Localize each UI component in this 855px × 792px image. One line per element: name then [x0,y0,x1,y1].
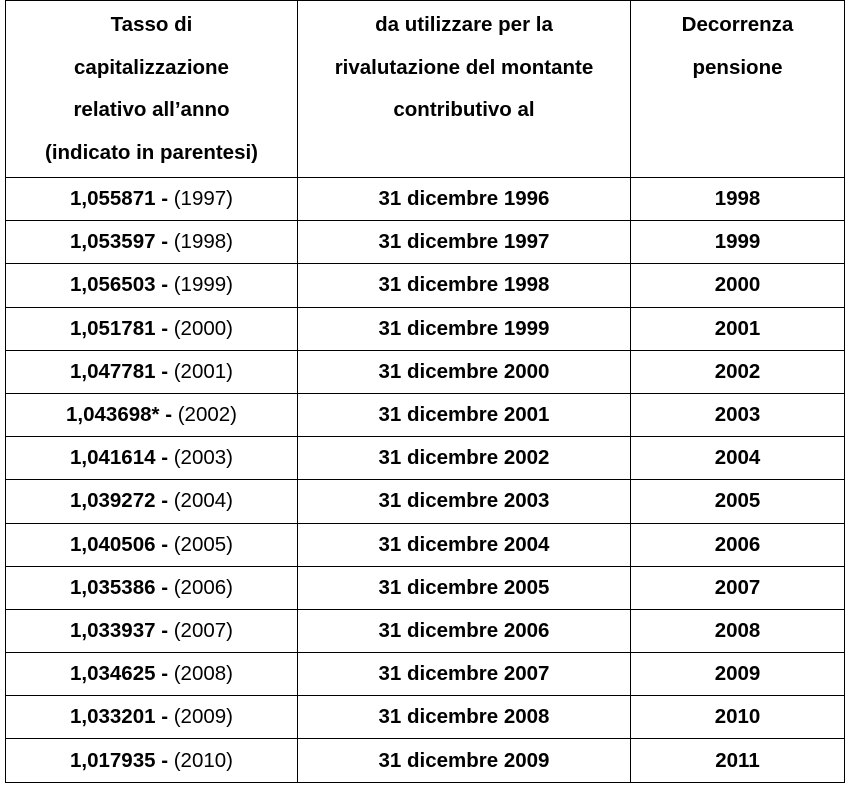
header-date-line: rivalutazione del montante [334,55,594,79]
header-rate-line: relativo all’anno [73,98,230,121]
rate-value: 1,043698* - [66,403,178,427]
table-row [6,523,845,566]
header-decorrenza-line: pensione [692,55,783,79]
decorrenza-cell: 2006 [631,523,845,566]
date-cell: 31 dicembre 2003 [298,480,631,523]
date-cell: 31 dicembre 1997 [298,221,631,264]
decorrenza-cell: 2002 [631,350,845,393]
rate-cell [6,307,298,350]
rate-year: (2008) [173,662,233,686]
rate-cell [6,264,298,307]
rate-cell [6,221,298,264]
rate-value: 1,051781 - [70,316,174,340]
table-row [6,696,845,739]
rate-value: 1,035386 - [70,575,174,599]
rate-year: (2000) [173,316,233,340]
table-row [6,350,845,393]
table-row [6,221,845,264]
rate-value: 1,033937 - [70,618,174,642]
table-row [6,178,845,221]
date-cell: 31 dicembre 2005 [298,566,631,609]
date-cell: 31 dicembre 2007 [298,653,631,696]
decorrenza-cell: 1999 [631,221,845,264]
header-rate-line: (indicato in parentesi) [45,140,258,164]
date-cell: 31 dicembre 2006 [298,609,631,652]
decorrenza-cell: 2005 [631,480,845,523]
rate-value: 1,040506 - [70,532,174,556]
table-body [6,178,845,783]
rate-cell [6,178,298,221]
decorrenza-cell: 2009 [631,653,845,696]
table-row [6,480,845,523]
table-row [6,566,845,609]
table-row [6,437,845,480]
decorrenza-cell: 2001 [631,307,845,350]
rate-value: 1,047781 - [70,359,174,383]
rate-cell [6,566,298,609]
rate-cell [6,739,298,782]
header-row [6,1,845,178]
rate-cell [6,609,298,652]
decorrenza-cell: 2003 [631,393,845,436]
table-row [6,653,845,696]
rate-value: 1,033201 - [70,705,174,729]
rate-value: 1,055871 - [70,187,174,211]
rate-year: (2005) [173,532,233,556]
date-cell: 31 dicembre 1996 [298,178,631,221]
rate-value: 1,039272 - [70,489,174,513]
decorrenza-cell: 2008 [631,609,845,652]
rate-year: (2002) [177,403,237,427]
header-date-line: da utilizzare per la [375,13,553,36]
header-decorrenza [631,1,845,178]
table-row [6,393,845,436]
rate-year: (1999) [173,273,233,297]
date-cell: 31 dicembre 2009 [298,739,631,782]
decorrenza-cell: 2004 [631,437,845,480]
rate-year: (2007) [173,618,233,642]
rate-year: (2009) [173,705,233,729]
decorrenza-cell: 2010 [631,696,845,739]
date-cell: 31 dicembre 1999 [298,307,631,350]
rate-value: 1,017935 - [70,748,174,772]
rate-year: (2004) [173,489,233,513]
rate-cell [6,437,298,480]
rate-year: (2010) [173,748,233,772]
capitalization-rate-table [5,0,845,783]
header-date-line: contributivo al [393,98,535,121]
rate-cell [6,696,298,739]
table-row [6,264,845,307]
rate-year: (2003) [173,446,233,470]
table-header [6,1,845,178]
header-rate-line: Tasso di [110,13,193,36]
rate-year: (1998) [173,230,233,254]
rate-cell [6,350,298,393]
rate-year: (2001) [173,359,233,383]
date-cell: 31 dicembre 2001 [298,393,631,436]
rate-value: 1,053597 - [70,230,174,254]
header-decorrenza-line: Decorrenza [681,13,794,36]
decorrenza-cell: 2011 [631,739,845,782]
date-cell: 31 dicembre 2000 [298,350,631,393]
rate-value: 1,056503 - [70,273,174,297]
decorrenza-cell: 1998 [631,178,845,221]
rate-year: (1997) [173,187,233,211]
rate-cell [6,523,298,566]
date-cell: 31 dicembre 2004 [298,523,631,566]
rate-cell [6,653,298,696]
header-date [298,1,631,178]
rate-year: (2006) [173,575,233,599]
date-cell: 31 dicembre 2008 [298,696,631,739]
decorrenza-cell: 2000 [631,264,845,307]
rate-value: 1,034625 - [70,662,174,686]
rate-cell [6,480,298,523]
table-row [6,307,845,350]
header-rate [6,1,298,178]
table-row [6,739,845,782]
decorrenza-cell: 2007 [631,566,845,609]
rate-cell [6,393,298,436]
date-cell: 31 dicembre 2002 [298,437,631,480]
rate-value: 1,041614 - [70,446,174,470]
table-row [6,609,845,652]
header-rate-line: capitalizzazione [74,55,229,79]
date-cell: 31 dicembre 1998 [298,264,631,307]
